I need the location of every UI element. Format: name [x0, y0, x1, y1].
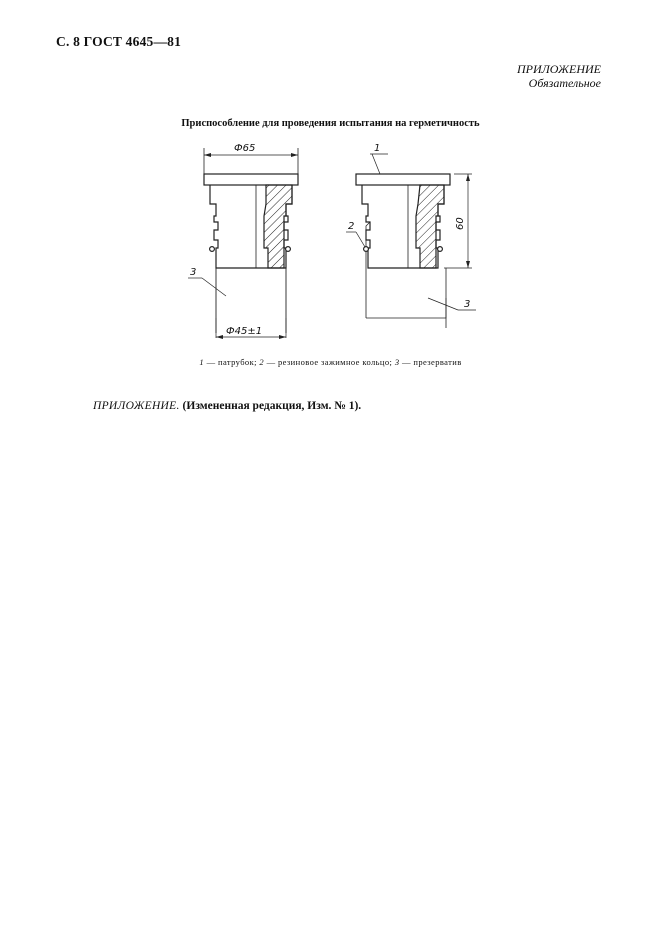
left-view — [188, 148, 298, 339]
technical-drawing — [180, 138, 500, 358]
right-flange — [356, 174, 450, 185]
left-flange — [204, 174, 298, 185]
callout-3-left: 3 — [190, 267, 197, 278]
amendment-note — [93, 400, 361, 412]
drawing-svg — [180, 138, 500, 353]
left-hatch — [264, 185, 292, 268]
appendix-subtitle: Обязательное — [528, 76, 601, 90]
callout-3-right: 3 — [464, 299, 471, 310]
right-ring-l — [364, 247, 369, 252]
dim-phi45: Ф45±1 — [226, 326, 263, 337]
legend-n3: 3 — [394, 357, 400, 367]
left-ring-r — [286, 247, 291, 252]
figure-legend — [0, 357, 661, 367]
figure-title: Приспособление для проведения испытания на герметичность — [181, 118, 480, 129]
right-view — [346, 154, 476, 328]
legend-t1: — патрубок; — [204, 357, 260, 367]
legend-n1: 1 — [199, 357, 205, 367]
amendment-label: ПРИЛОЖЕНИЕ. — [93, 400, 180, 412]
legend-n2: 2 — [259, 357, 265, 367]
left-ring-l — [210, 247, 215, 252]
amendment-text: (Измененная редакция, Изм. № 1). — [182, 400, 362, 412]
legend-t2: — резиновое зажимное кольцо; — [264, 357, 395, 367]
appendix-block — [517, 62, 601, 90]
page-header: С. 8 ГОСТ 4645—81 — [56, 34, 182, 49]
dim-phi65: Ф65 — [234, 143, 256, 154]
appendix-title: ПРИЛОЖЕНИЕ — [517, 62, 601, 76]
callout-2: 2 — [348, 221, 355, 232]
right-ring-r — [438, 247, 443, 252]
callout-1: 1 — [374, 143, 381, 154]
legend-t3: — презерватив — [399, 357, 462, 367]
right-hatch — [416, 185, 444, 268]
dim-60: 60 — [455, 217, 466, 230]
